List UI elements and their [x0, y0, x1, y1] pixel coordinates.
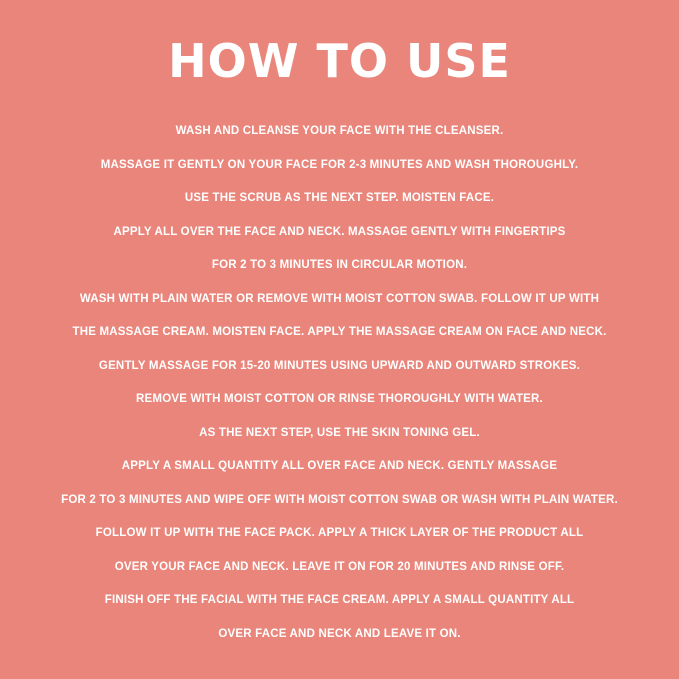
instruction-line: USE THE SCRUB AS THE NEXT STEP. MOISTEN FACE. [184, 192, 495, 204]
instruction-line: FOR 2 TO 3 MINUTES IN CIRCULAR MOTION. [211, 259, 468, 271]
instruction-line: REMOVE WITH MOIST COTTON OR RINSE THOROUGHLY WITH WATER. [136, 393, 543, 405]
instruction-line: OVER YOUR FACE AND NECK. LEAVE IT ON FOR 20 MINUTES AND RINSE OFF. [114, 560, 565, 573]
instruction-line: APPLY A SMALL QUANTITY ALL OVER FACE AND NECK. GENTLY MASSAGE [121, 460, 558, 472]
page-title: HOW TO USE [168, 34, 511, 88]
instruction-line: AS THE NEXT STEP, USE THE SKIN TONING GEL. [199, 426, 480, 439]
instruction-line: APPLY ALL OVER THE FACE AND NECK. MASSAGE GENTLY WITH FINGERTIPS [113, 225, 566, 238]
instruction-line: FINISH OFF THE FACIAL WITH THE FACE CREAM. APPLY A SMALL QUANTITY ALL [104, 594, 575, 606]
instruction-list [0, 121, 679, 657]
instruction-line: FOLLOW IT UP WITH THE FACE PACK. APPLY A THICK LAYER OF THE PRODUCT ALL [95, 527, 584, 539]
instruction-line: MASSAGE IT GENTLY ON YOUR FACE FOR 2-3 MINUTES AND WASH THOROUGHLY. [100, 158, 579, 171]
instruction-line: FOR 2 TO 3 MINUTES AND WIPE OFF WITH MOIST COTTON SWAB OR WASH WITH PLAIN WATER. [61, 493, 618, 506]
instruction-line: GENTLY MASSAGE FOR 15-20 MINUTES USING UPWARD AND OUTWARD STROKES. [98, 359, 581, 372]
instruction-line: THE MASSAGE CREAM. MOISTEN FACE. APPLY THE MASSAGE CREAM ON FACE AND NECK. [72, 326, 607, 338]
instruction-line: WASH WITH PLAIN WATER OR REMOVE WITH MOIST COTTON SWAB. FOLLOW IT UP WITH [79, 292, 600, 305]
instruction-line: OVER FACE AND NECK AND LEAVE IT ON. [218, 627, 461, 640]
instruction-line: WASH AND CLEANSE YOUR FACE WITH THE CLEANSER. [175, 125, 504, 137]
